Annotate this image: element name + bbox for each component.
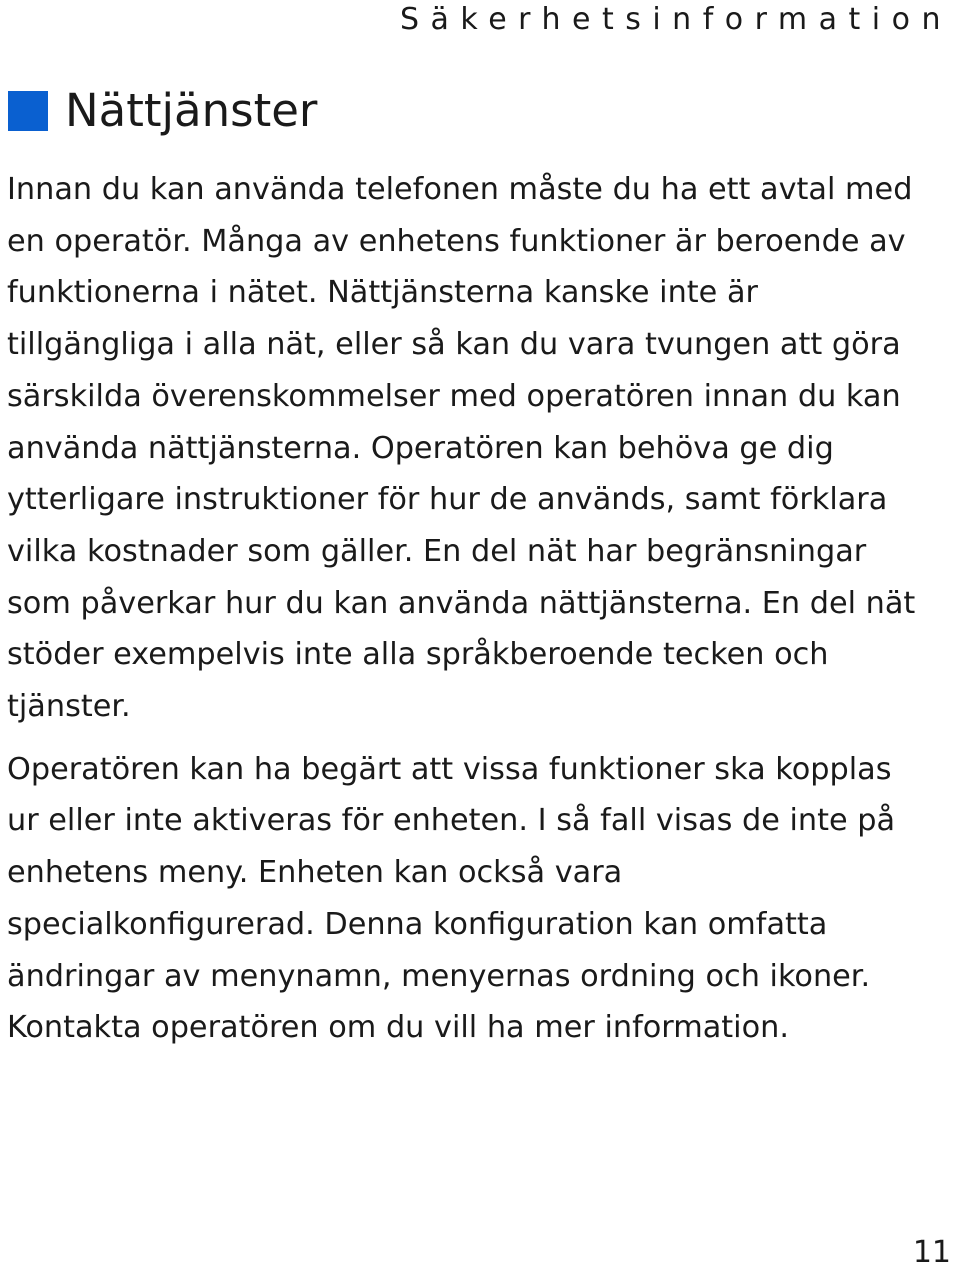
body-text xyxy=(7,164,955,1054)
text-line: en operatör. Många av enhetens funktioner är beroende av xyxy=(7,223,906,259)
text-line: stöder exempelvis inte alla språkberoende tecken och xyxy=(7,637,829,673)
section-heading xyxy=(8,82,317,140)
text-line: tillgängliga i alla nät, eller så kan du vara tvungen att göra xyxy=(7,327,901,363)
page-number: 11 xyxy=(912,1235,951,1270)
text-line: använda nättjänsterna. Operatören kan behöva ge dig xyxy=(7,430,834,466)
text-line: ändringar av menynamn, menyernas ordning och ikoner. xyxy=(7,958,871,994)
text-line: ytterligare instruktioner för hur de används, samt förklara xyxy=(7,482,888,518)
text-line: enhetens meny. Enheten kan också vara xyxy=(7,855,623,891)
text-line: specialkonfigurerad. Denna konfiguration kan omfatta xyxy=(7,906,828,942)
text-line: Operatören kan ha begärt att vissa funktioner ska kopplas xyxy=(7,751,892,787)
text-line: Kontakta operatören om du vill ha mer information. xyxy=(7,1010,789,1046)
paragraph-operator-configuration xyxy=(7,744,955,1054)
running-header: Säkerhetsinformation xyxy=(399,2,952,37)
text-line: som påverkar hur du kan använda nättjänsterna. En del nät xyxy=(7,585,916,621)
section-title: Nättjänster xyxy=(65,84,318,137)
heading-marker-square-icon xyxy=(8,91,48,131)
text-line: ur eller inte aktiveras för enheten. I så fall visas de inte på xyxy=(7,803,896,839)
text-line: tjänster. xyxy=(7,689,131,725)
paragraph-network-services xyxy=(7,164,955,733)
text-line: funktionerna i nätet. Nättjänsterna kanske inte är xyxy=(7,275,758,311)
text-line: särskilda överenskommelser med operatören innan du kan xyxy=(7,378,901,414)
text-line: Innan du kan använda telefonen måste du ha ett avtal med xyxy=(7,172,913,207)
text-line: vilka kostnader som gäller. En del nät har begränsningar xyxy=(7,533,867,569)
